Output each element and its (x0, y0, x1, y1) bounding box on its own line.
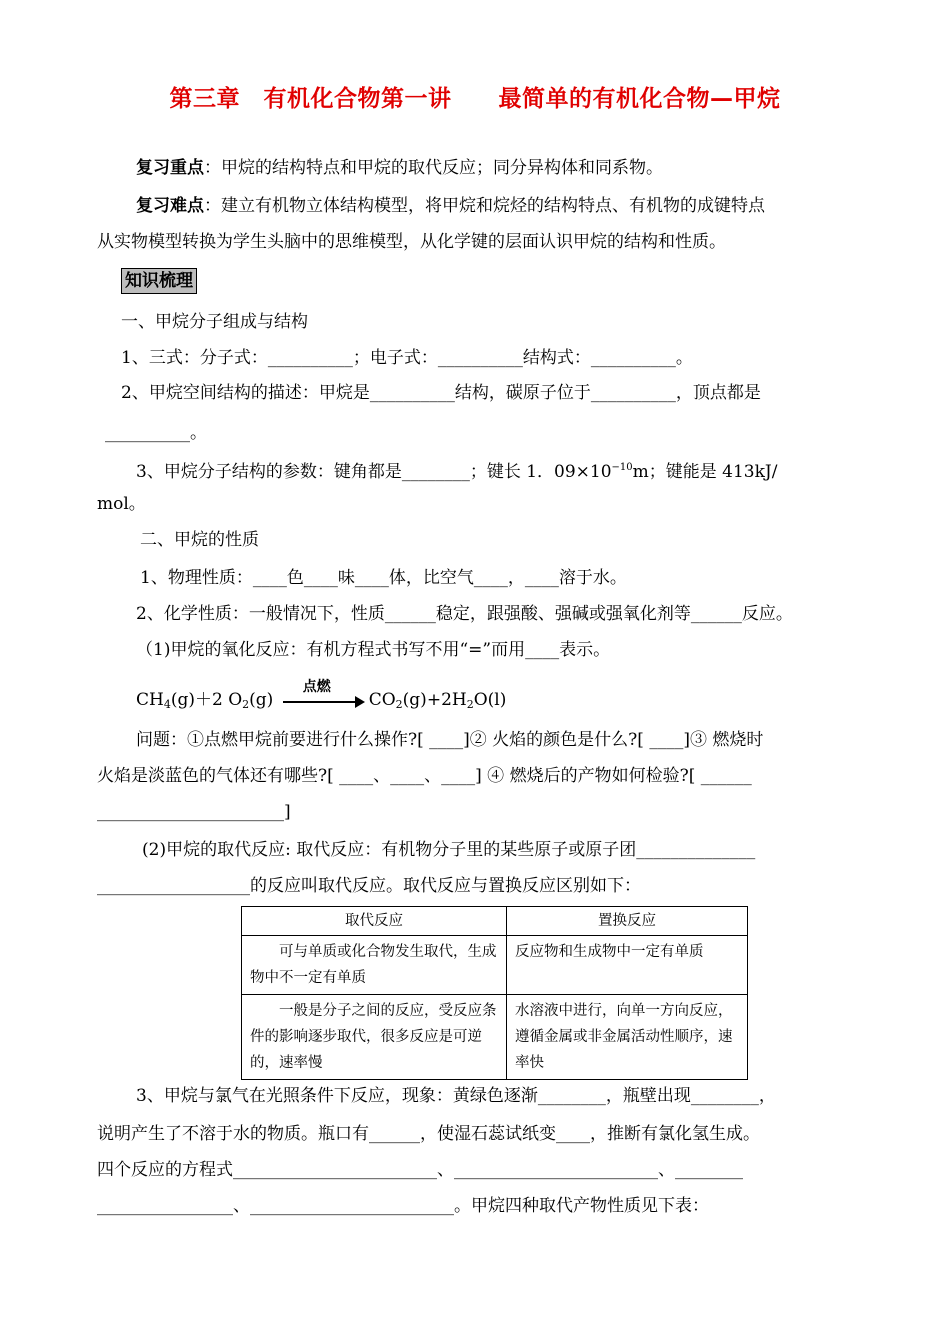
review-difficult-line (136, 194, 765, 218)
eq-co: CO (368, 690, 396, 710)
review-key-line (136, 156, 663, 180)
item-3-exponent: −10 (611, 462, 633, 473)
eq-tail: O(l) (473, 690, 507, 710)
questions-b: 火焰是淡蓝色的气体还有哪些?[ ____、____、____] ④ 燃烧后的产物如何检验?[ ______ (97, 766, 752, 786)
table-cell: 反应物和生成物中一定有单质 (507, 936, 748, 995)
arrow-head-icon (355, 696, 365, 708)
chlorination-b: 说明产生了不溶于水的物质。瓶口有______，使湿石蕊试纸变____，推断有氯化氢生成。 (97, 1124, 760, 1144)
questions-c: ______________________] (97, 802, 291, 822)
chlorination-a: 3、甲烷与氯气在光照条件下反应，现象：黄绿色逐渐________，瓶壁出现________， (136, 1086, 776, 1106)
item-1: 1、三式：分子式：__________；电子式：__________结构式：__________。 (121, 348, 693, 368)
oxidation-reaction: （1)甲烷的氧化反应：有机方程式书写不用“=”而用____表示。 (136, 640, 611, 660)
questions-a: 问题：①点燃甲烷前要进行什么操作?[ ____]② 火焰的颜色是什么?[ ____]③ 燃烧时 (136, 730, 764, 750)
eq-sub-2: 2 (242, 698, 250, 711)
table-cell: 水溶液中进行，向单一方向反应，遵循金属或非金属活动性顺序，速率快 (507, 995, 748, 1080)
item-2a: 2、甲烷空间结构的描述：甲烷是__________结构，碳原子位于__________，顶点都是 (121, 383, 761, 403)
review-key-text: ：甲烷的结构特点和甲烷的取代反应；同分异构体和同系物。 (204, 158, 663, 178)
section-1-title: 一、甲烷分子组成与结构 (121, 312, 308, 332)
comparison-table (241, 906, 748, 1080)
table-header-row (242, 907, 748, 936)
eq-mid-2: (g) (249, 690, 274, 710)
table-row (242, 936, 748, 995)
chlorination-d: ________________、________________________。甲烷四种取代产物性质见下表： (97, 1196, 709, 1216)
eq-sub-2c: 2 (466, 698, 474, 711)
eq-mid-3: (g)+2H (402, 690, 467, 710)
page-title: 第三章 有机化合物第一讲 最简单的有机化合物—甲烷 (169, 86, 781, 112)
item-3c: mol。 (97, 494, 146, 514)
table-header: 取代反应 (242, 907, 507, 936)
eq-sub-2b: 2 (395, 698, 403, 711)
chemical-properties: 2、化学性质：一般情况下，性质______稳定，跟强酸、强碱或强氧化剂等______反应。 (136, 604, 793, 624)
substitution-b: __________________的反应叫取代反应。取代反应与置换反应区别如下： (97, 876, 641, 896)
substitution-a: (2)甲烷的取代反应: 取代反应：有机物分子里的某些原子或原子团______________ (142, 840, 756, 860)
item-3b: m；键能是 413kJ/ (632, 462, 778, 482)
arrow-label: 点燃 (302, 678, 331, 695)
table-cell: 一般是分子之间的反应，受反应条件的影响逐步取代，很多反应是可逆的，速率慢 (242, 995, 507, 1080)
reaction-arrow (281, 678, 367, 713)
table-cell: 可与单质或化合物发生取代，生成物中不一定有单质 (242, 936, 507, 995)
item-2b: __________。 (105, 423, 207, 443)
chlorination-c: 四个反应的方程式________________________、________________________、________ (97, 1160, 743, 1180)
review-difficult-label: 复习难点 (136, 196, 204, 216)
table-row (242, 995, 748, 1080)
review-key-label: 复习重点 (136, 158, 204, 178)
physical-properties: 1、物理性质：____色____味____体，比空气____，____溶于水。 (140, 568, 627, 588)
section-2-title: 二、甲烷的性质 (140, 530, 259, 550)
review-difficult-text: ：建立有机物立体结构模型，将甲烷和烷烃的结构特点、有机物的成键特点 (204, 196, 765, 216)
eq-sub-4: 4 (163, 698, 171, 711)
review-difficult-text-2: 从实物模型转换为学生头脑中的思维模型，从化学键的层面认识甲烷的结构和性质。 (97, 232, 726, 252)
eq-mid-1: (g)＋2 O (170, 690, 243, 710)
item-3a: 3、甲烷分子结构的参数：键角都是________；键长 1．09×10 (136, 462, 612, 482)
table-header: 置换反应 (507, 907, 748, 936)
eq-ch: CH (136, 690, 164, 710)
item-3-line (136, 456, 777, 484)
arrow-line (283, 701, 357, 703)
combustion-equation (136, 678, 507, 717)
knowledge-box: 知识梳理 (121, 268, 197, 294)
